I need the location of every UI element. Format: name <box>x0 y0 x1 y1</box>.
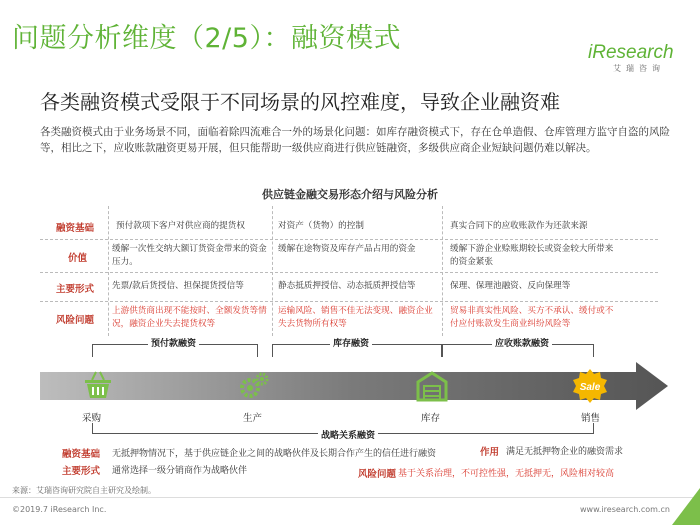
logo-sub: 艾瑞咨询 <box>613 64 665 73</box>
shopping-basket-icon <box>80 368 116 404</box>
strategic-effect-label: 作用 <box>480 447 500 458</box>
subtitle: 各类融资模式受限于不同场景的风控难度，导致企业融资难 <box>40 90 560 114</box>
grid-divider <box>442 206 443 336</box>
strategic-risk-text: 基于关系治理，不可控性强，无抵押无，风险相对较高 <box>398 469 615 479</box>
node-purchase: 采购 <box>82 413 102 424</box>
strategic-risk-label: 风险问题 <box>358 469 397 480</box>
cell-basis-inventory: 对资产（货物）的控制 <box>278 221 364 231</box>
strategic-form-label: 主要形式 <box>62 466 101 477</box>
grid-divider <box>272 206 273 336</box>
cell-value-inventory: 缓解在途物资及库存产品占用的资金 <box>278 244 416 254</box>
strategic-basis-label: 融资基础 <box>62 449 101 460</box>
stage-label-prepay: 预付款融资 <box>148 336 199 349</box>
gears-icon <box>236 368 272 404</box>
source-note: 来源：艾瑞咨询研究院自主研究及绘制。 <box>12 486 156 495</box>
intro-paragraph: 各类融资模式由于业务场景不同，面临着除四流难合一外的场景化问题：如库存融资模式下，存在仓单造假、仓库管理方监守自盗的风险等，相比之下，应收账款融资更易开展，但只能帮助一级供应商进行供应链融资，多级供应商企业短缺问题仍难以解决。 <box>40 126 670 154</box>
stage-label-inventory: 库存融资 <box>330 336 372 349</box>
cell-risk-prepay: 上游供货商出现不能按时、全额发货等情况，融资企业失去提货权等 <box>112 306 267 329</box>
logo-word: iResearch <box>588 42 674 63</box>
node-sales: 销售 <box>581 413 601 424</box>
row-label-value: 价值 <box>68 253 88 264</box>
strategic-basis-text: 无抵押物情况下，基于供应链企业之间的战略伙伴及长期合作产生的信任进行融资 <box>112 449 437 459</box>
row-label-risk: 风险问题 <box>56 315 95 326</box>
footer-divider <box>0 497 700 498</box>
diagram-title: 供应链金融交易形态介绍与风险分析 <box>262 188 438 201</box>
node-production: 生产 <box>243 413 263 424</box>
site-url: www.iresearch.com.cn <box>580 505 670 514</box>
cell-risk-inventory: 运输风险、销售不佳无法变现、融资企业失去货物所有权等 <box>278 306 433 329</box>
cell-value-prepay: 缓解一次性交纳大额订货资金带来的资金压力。 <box>112 244 267 267</box>
strategic-form-text: 通常选择一级分销商作为战略伙伴 <box>112 466 248 476</box>
cell-form-prepay: 先票/款后货授信、担保提货授信等 <box>112 281 244 291</box>
cell-risk-receivable: 贸易非真实性风险、买方不承认、缓付或不付应付账款发生商业纠纷风险等 <box>450 306 614 329</box>
page-title: 问题分析维度（2/5）：融资模式 <box>12 23 401 54</box>
iresearch-logo <box>588 42 674 72</box>
row-label-basis: 融资基础 <box>56 223 95 234</box>
grid-divider <box>40 301 658 302</box>
cell-value-receivable: 缓解下游企业赊账期较长或资金较大所带来的资金紧张 <box>450 244 614 267</box>
page-number: 6 <box>681 498 688 509</box>
cell-basis-receivable: 真实合同下的应收账款作为还款来源 <box>450 221 588 231</box>
cell-basis-prepay: 预付款项下客户对供应商的提货权 <box>116 221 245 231</box>
grid-divider <box>108 206 109 336</box>
cell-form-receivable: 保理、保理池融资、反向保理等 <box>450 281 571 291</box>
grid-divider <box>40 239 658 240</box>
cell-form-inventory: 静态抵质押授信、动态抵质押授信等 <box>278 281 416 291</box>
node-inventory: 库存 <box>421 413 441 424</box>
grid-divider <box>40 272 658 273</box>
copyright: ©2019.7 iResearch Inc. <box>12 505 107 514</box>
stage-label-receivable: 应收账款融资 <box>492 336 552 349</box>
stage-label-strategic: 战略关系融资 <box>318 428 378 441</box>
sale-badge-icon <box>572 368 608 404</box>
strategic-effect-text: 满足无抵押物企业的融资需求 <box>506 447 624 457</box>
warehouse-icon <box>414 368 450 404</box>
row-label-form: 主要形式 <box>56 284 95 295</box>
sale-badge-text: Sale <box>579 382 601 393</box>
